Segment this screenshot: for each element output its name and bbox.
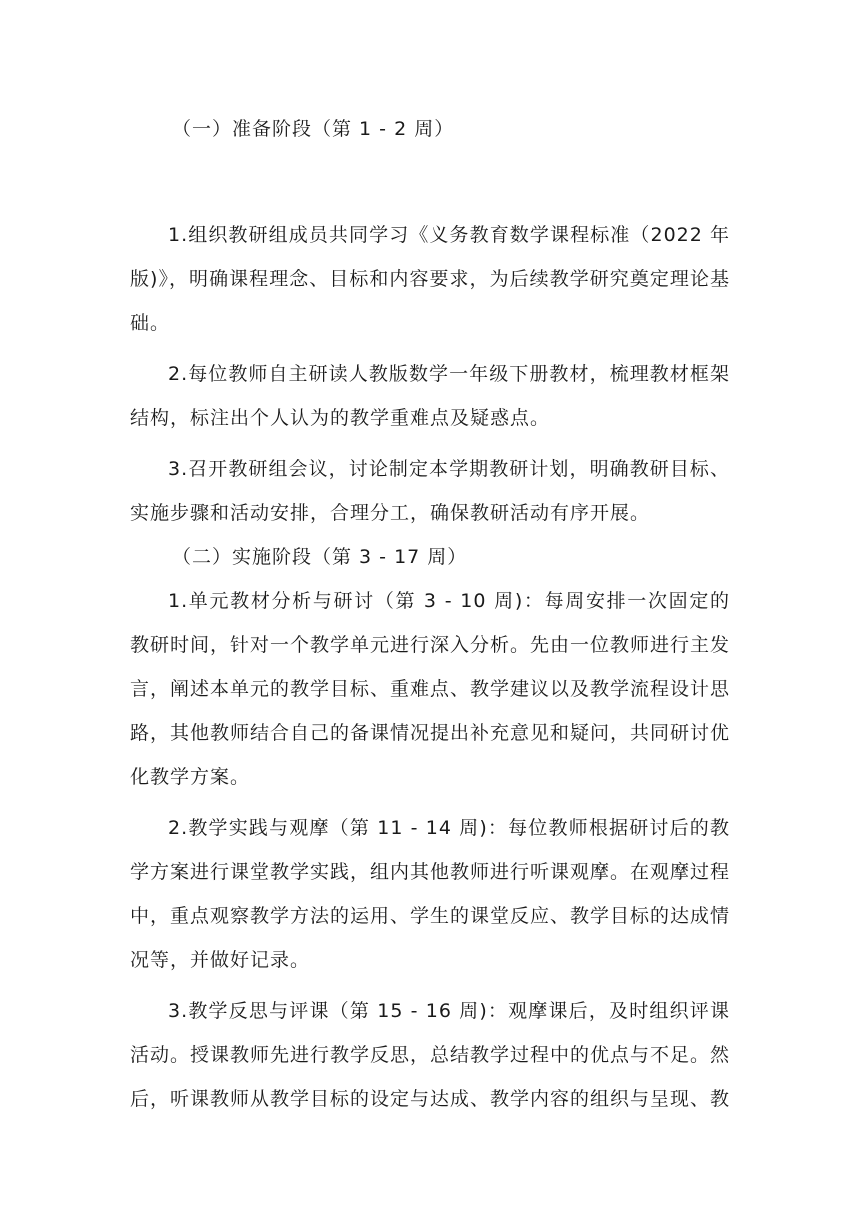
section-heading-preparation: （一）准备阶段（第 1 - 2 周） [172,118,455,140]
paragraph-prep-1: 1.组织教研组成员共同学习《义务教育数学课程标准（2022 年版)》，明确课程理念、目标和内容要求，为后续教学研究奠定理论基础。 [130,224,730,334]
paragraph-impl-3: 3.教学反思与评课（第 15 - 16 周)：观摩课后，及时组织评课活动。授课教师先进行教学反思，总结教学过程中的优点与不足。然后，听课教师从教学目标的设定与达成、教学内容的组织与呈现、教 [130,1000,731,1110]
paragraph-prep-3: 3.召开教研组会议，讨论制定本学期教研计划，明确教研目标、实施步骤和活动安排，合理分工，确保教研活动有序开展。 [130,458,730,524]
paragraph-impl-2: 2.教学实践与观摩（第 11 - 14 周)：每位教师根据研讨后的教学方案进行课堂教学实践，组内其他教师进行听课观摩。在观摩过程中，重点观察教学方法的运用、学生的课堂反应、教学目标的达成情况等，并做好记录。 [130,817,731,971]
paragraph-prep-2: 2.每位教师自主研读人教版数学一年级下册教材，梳理教材框架结构，标注出个人认为的教学重难点及疑惑点。 [130,363,730,429]
section-heading-implementation: （二）实施阶段（第 3 - 17 周） [172,546,468,568]
paragraph-impl-1: 1.单元教材分析与研讨（第 3 - 10 周)：每周安排一次固定的教研时间，针对一个教学单元进行深入分析。先由一位教师进行主发言，阐述本单元的教学目标、重难点、教学建议以及教学流程设计思路，其他教师结合自己的备课情况提出补充意见和疑问，共同研讨优化教学方案。 [130,590,731,788]
